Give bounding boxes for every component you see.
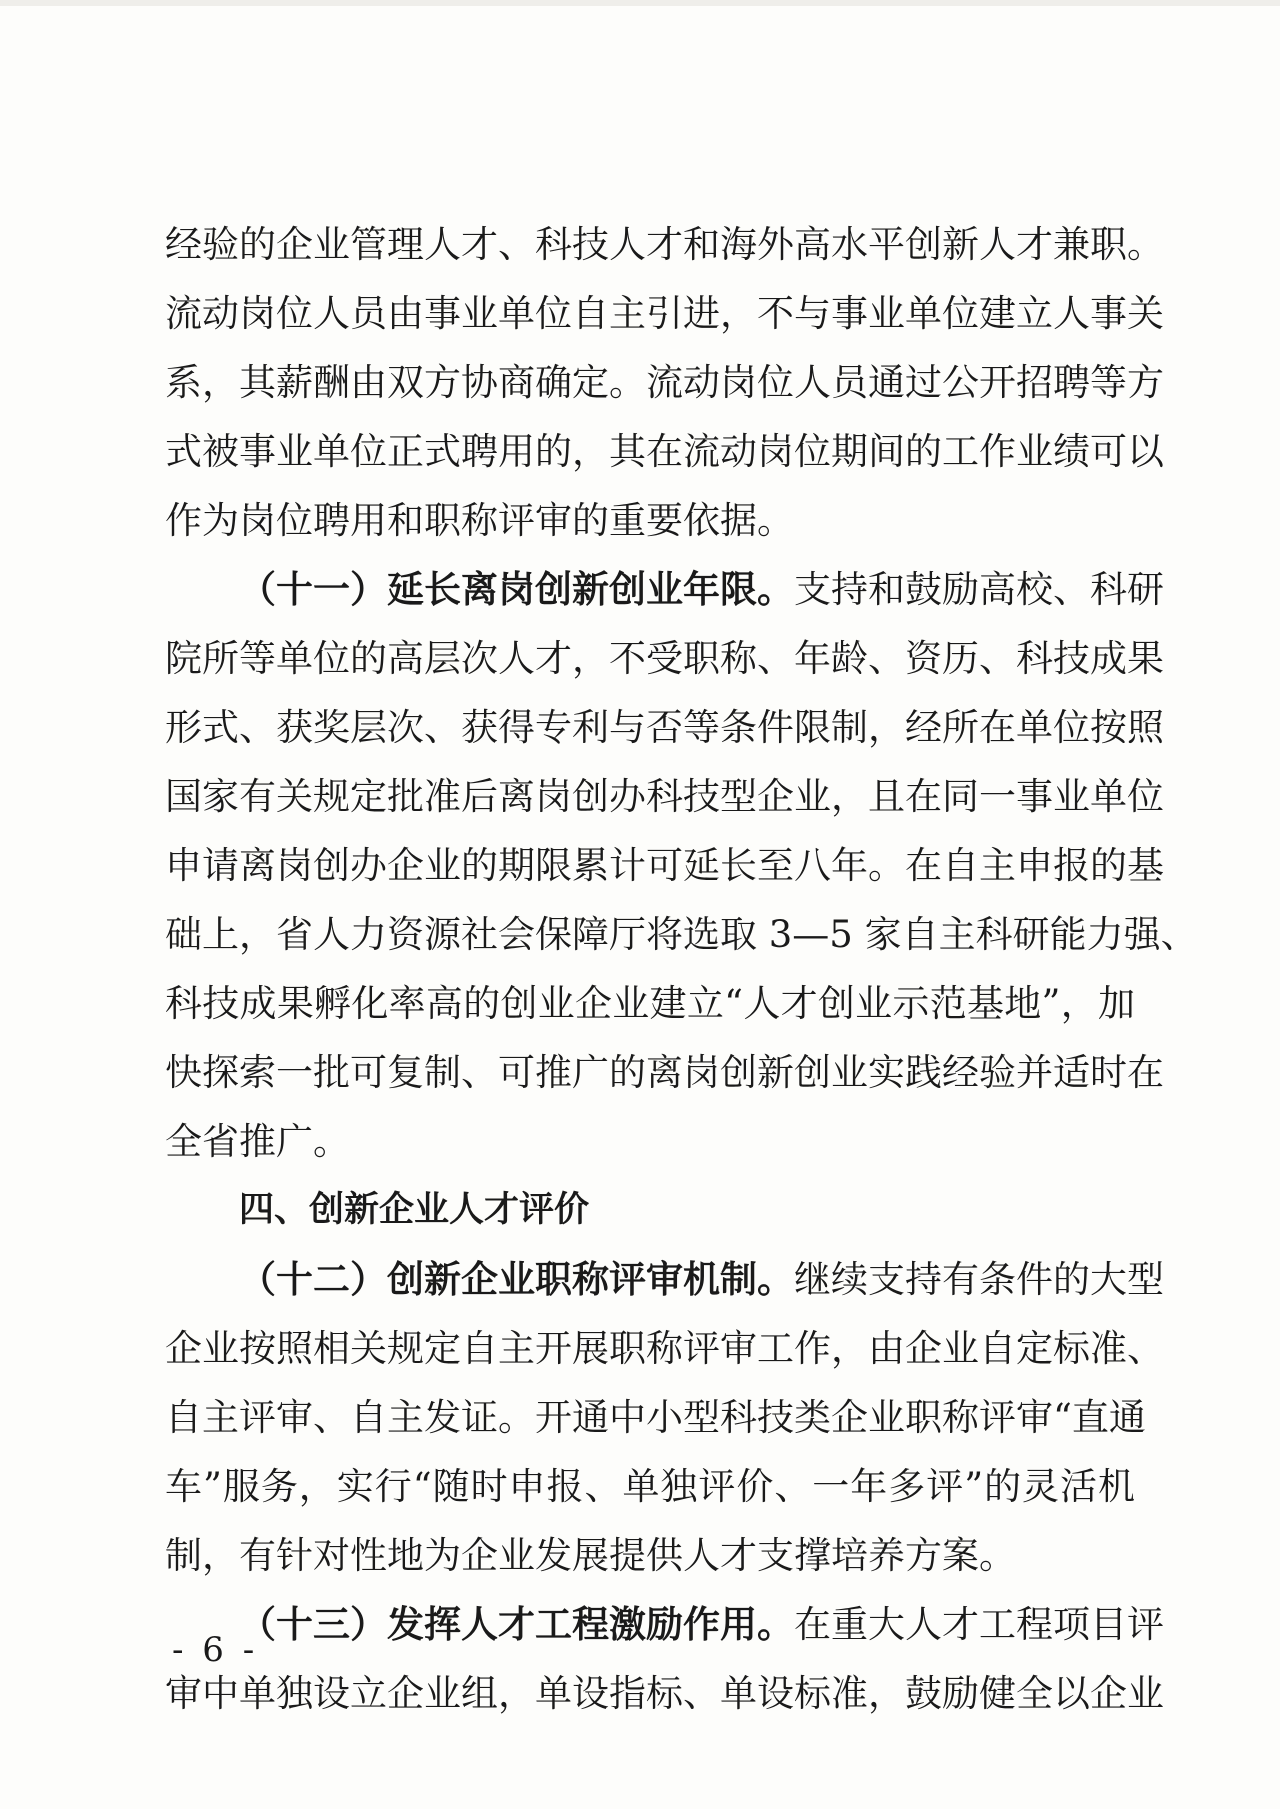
- paragraph-first-line: [165, 555, 1164, 624]
- section-heading: 四、创新企业人才评价: [239, 1190, 590, 1230]
- text-line: 全省推广。: [165, 1120, 350, 1163]
- text-line: 国家有关规定批准后离岗创办科技型企业，且在同一事业单位: [165, 775, 1164, 818]
- paragraph-item-12: [165, 1245, 1164, 1590]
- text-line: 申请离岗创办企业的期限累计可延长至八年。在自主申报的基: [165, 844, 1164, 887]
- text-line: 经验的企业管理人才、科技人才和海外高水平创新人才兼职。: [165, 223, 1164, 266]
- paragraph-lead-rest: 在重大人才工程项目评: [794, 1603, 1164, 1646]
- text-line: 础上，省人力资源社会保障厅将选取 3—5 家自主科研能力强、: [165, 913, 1198, 956]
- text-line: 快探索一批可复制、可推广的离岗创新创业实践经验并适时在: [165, 1051, 1164, 1094]
- text-line: 院所等单位的高层次人才，不受职称、年龄、资历、科技成果: [165, 637, 1164, 680]
- text-line: 审中单独设立企业组，单设指标、单设标准，鼓励健全以企业: [165, 1672, 1164, 1715]
- text-line: 作为岗位聘用和职称评审的重要依据。: [165, 499, 794, 542]
- paragraph-first-line: [165, 1590, 1164, 1659]
- text-line: 流动岗位人员由事业单位自主引进，不与事业单位建立人事关: [165, 292, 1164, 335]
- page-number: - 6 -: [172, 1630, 259, 1670]
- paragraph-bold-lead: （十二）创新企业职称评审机制。: [239, 1257, 794, 1301]
- paragraph-bold-lead: （十三）发挥人才工程激励作用。: [239, 1602, 794, 1646]
- paragraph-continued: [165, 210, 1164, 555]
- paragraph-item-13: [165, 1590, 1164, 1728]
- text-line: 企业按照相关规定自主开展职称评审工作，由企业自定标准、: [165, 1327, 1164, 1370]
- text-line: 自主评审、自主发证。开通中小型科技类企业职称评审“直通: [165, 1396, 1146, 1439]
- text-line: 系，其薪酬由双方协商确定。流动岗位人员通过公开招聘等方: [165, 361, 1164, 404]
- text-line: 形式、获奖层次、获得专利与否等条件限制，经所在单位按照: [165, 706, 1164, 749]
- paragraph-lead-rest: 继续支持有条件的大型: [794, 1258, 1164, 1301]
- text-line: 车”服务，实行“随时申报、单独评价、一年多评”的灵活机: [165, 1465, 1135, 1508]
- document-body: [165, 210, 1198, 1728]
- paragraph-item-11: [165, 555, 1198, 1176]
- paragraph-bold-lead: （十一）延长离岗创新创业年限。: [239, 567, 794, 611]
- text-line: 科技成果孵化率高的创业企业建立“人才创业示范基地”，加: [165, 982, 1135, 1025]
- scan-edge: [0, 0, 1280, 6]
- paragraph-lead-rest: 支持和鼓励高校、科研: [794, 568, 1164, 611]
- paragraph-first-line: [165, 1245, 1164, 1314]
- text-line: 式被事业单位正式聘用的，其在流动岗位期间的工作业绩可以: [165, 430, 1164, 473]
- text-line: 制，有针对性地为企业发展提供人才支撑培养方案。: [165, 1534, 1016, 1577]
